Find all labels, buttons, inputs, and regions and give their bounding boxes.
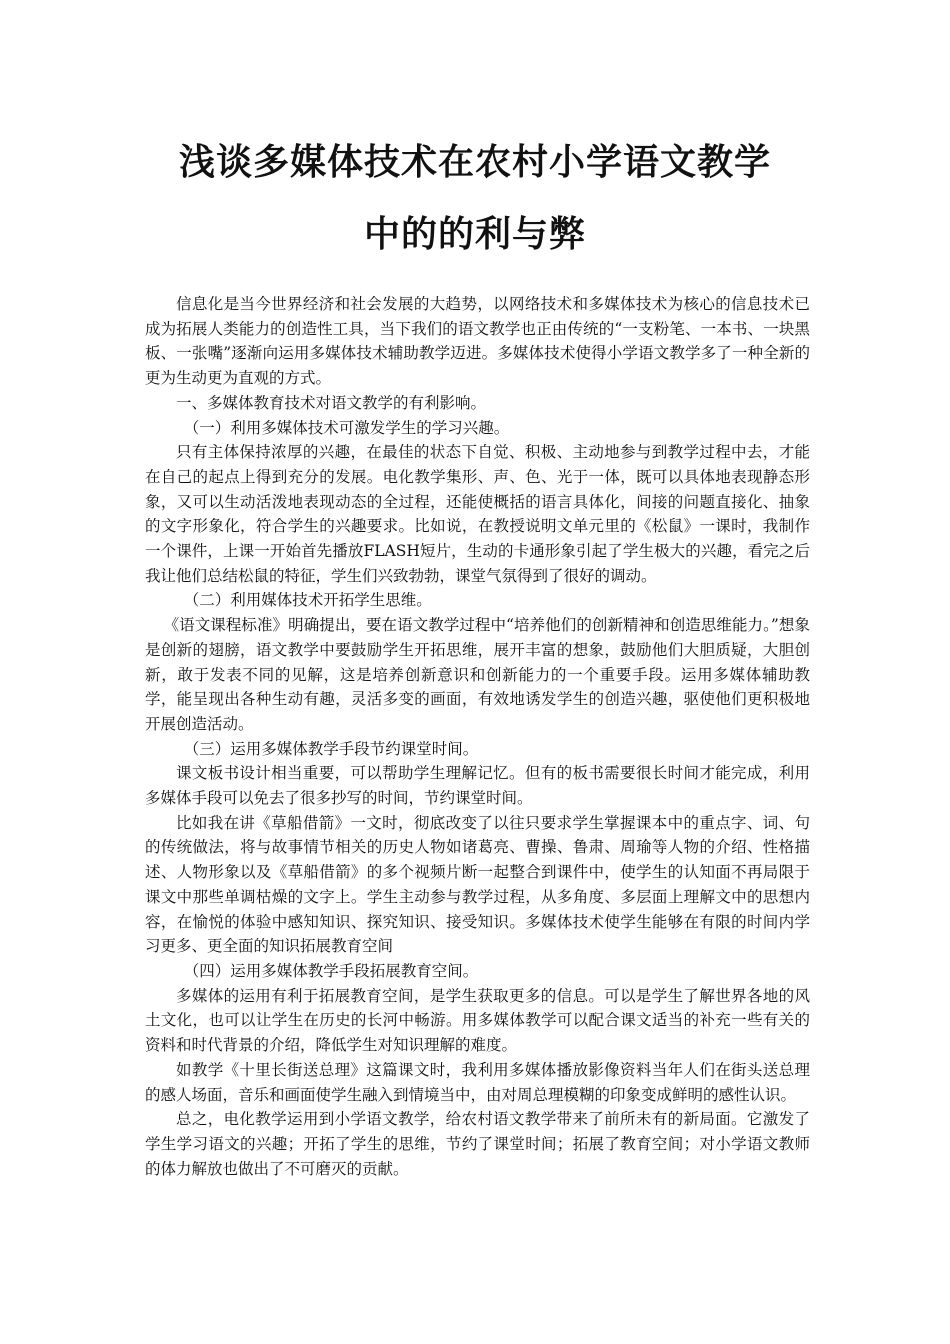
subsection-heading-2: （二）利用媒体技术开拓学生思维。	[183, 591, 432, 610]
paragraph-conclusion: 总之，电化教学运用到小学语文教学，给农村语文教学带来了前所未有的新局面。它激发了学生学习语文的兴趣；开拓了学生的思维，节约了课堂时间；拓展了教育空间；对小学语文教师的体力解放也做出了不可磨灭的贡献。	[145, 1110, 810, 1178]
document-title-line-2: 中的的利与弊	[363, 214, 586, 255]
subsection-heading-1: （一）利用多媒体技术可激发学生的学习兴趣。	[183, 418, 510, 437]
subsection-heading-4: （四）运用多媒体教学手段拓展教育空间。	[183, 961, 479, 980]
paragraph-intro: 信息化是当今世界经济和社会发展的大趋势，以网络技术和多媒体技术为核心的信息技术已成为拓展人类能力的创造性工具，当下我们的语文教学也正由传统的“一支粉笔、一本书、一块黑板、一张嘴”逐渐向运用多媒体技术辅助教学迈进。多媒体技术使得小学语文教学多了一种全新的更为生动更为直观的方式。	[145, 295, 810, 388]
paragraph-blackboard: 课文板书设计相当重要，可以帮助学生理解记忆。但有的板书需要很长时间才能完成，利用多媒体手段可以免去了很多抄写的时间，节约课堂时间。	[145, 764, 810, 808]
paragraph-example-caochuan: 比如我在讲《草船借箭》一文时，彻底改变了以往只要求学生掌握课本中的重点字、词、句的传统做法，将与故事情节相关的历史人物如诸葛亮、曹操、鲁肃、周瑜等人物的介绍、性格描述、人物形象以及《草船借箭》的多个视频片断一起整合到课件中，使学生的认知面不再局限于课文中那些单调枯燥的文字上。学生主动参与教学过程，从多角度、多层面上理解文中的思想内容，在愉悦的体验中感知知识、探究知识、接受知识。多媒体技术使学生能够在有限的时间内学习更多、更全面的知识拓展教育空间	[145, 813, 810, 956]
document-body	[145, 292, 810, 1181]
paragraph-thinking: 《语文课程标准》明确提出，要在语文教学过程中“培养他们的创新精神和创造思维能力。”想象是创新的翅膀，语文教学中要鼓励学生开拓思维，展开丰富的想象，鼓励他们大胆质疑，大胆创新，敢于发表不同的见解，这是培养创新意识和创新能力的一个重要手段。运用多媒体辅助教学，能呈现出各种生动有趣，灵活多变的画面，有效地诱发学生的创造兴趣，驱使他们更积极地开展创造活动。	[145, 616, 810, 733]
paragraph-expand-space: 多媒体的运用有利于拓展教育空间，是学生获取更多的信息。可以是学生了解世界各地的风土文化，也可以让学生在历史的长河中畅游。用多媒体教学可以配合课文适当的补充一些有关的资料和时代背景的介绍，降低学生对知识理解的难度。	[145, 986, 810, 1055]
paragraph-example-zongli: 如教学《十里长街送总理》这篇课文时，我利用多媒体播放影像资料当年人们在街头送总理的感人场面，音乐和画面使学生融入到情境当中，由对周总理模糊的印象变成鲜明的感性认识。	[145, 1060, 810, 1104]
subsection-heading-3: （三）运用多媒体教学手段节约课堂时间。	[183, 739, 479, 758]
section-heading-1: 一、多媒体教育技术对语文教学的有利影响。	[176, 393, 487, 412]
document-title-line-1: 浅谈多媒体技术在农村小学语文教学	[178, 142, 771, 183]
paragraph-interest: 只有主体保持浓厚的兴趣，在最佳的状态下自觉、积极、主动地参与到教学过程中去，才能在自己的起点上得到充分的发展。电化教学集形、声、色、光于一体，既可以具体地表现静态形象，又可以生动活泼地表现动态的全过程，还能使概括的语言具体化，间接的问题直接化、抽象的文字形象化，符合学生的兴趣要求。比如说，在教授说明文单元里的《松鼠》一课时，我制作一个课件，上课一开始首先播放FLASH短片，生动的卡通形象引起了学生极大的兴趣，看完之后我让他们总结松鼠的特征，学生们兴致勃勃，课堂气氛得到了很好的调动。	[145, 443, 810, 585]
